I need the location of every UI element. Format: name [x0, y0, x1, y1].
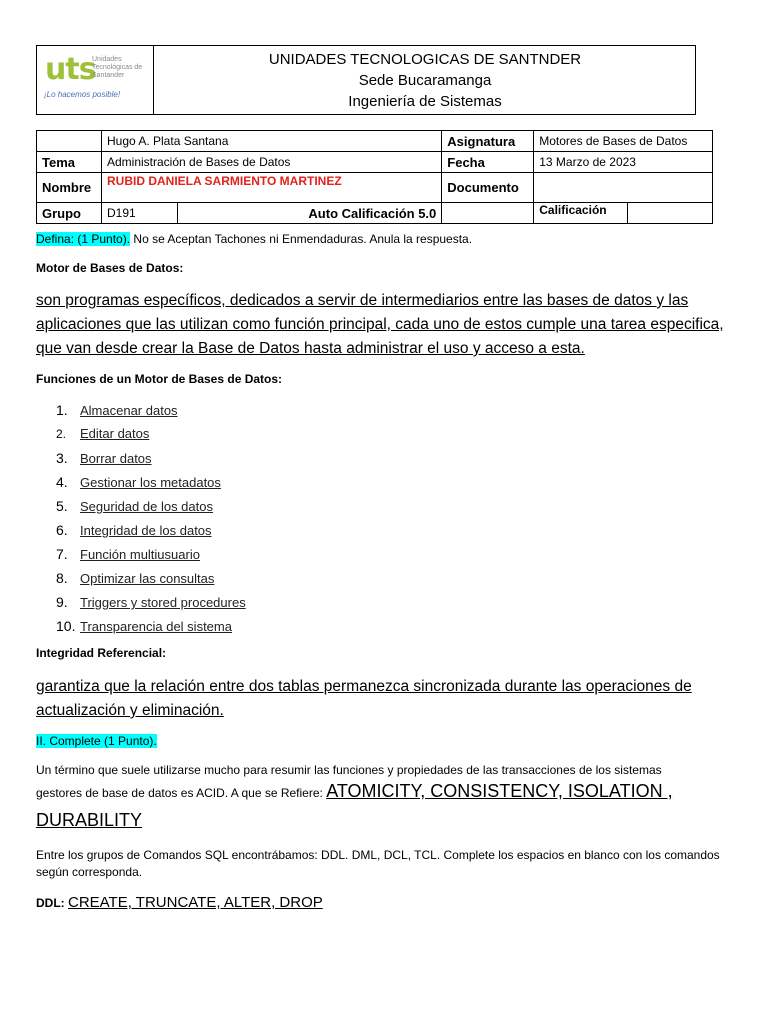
student-name: RUBID DANIELA SARMIENTO MARTINEZ [106, 174, 342, 188]
nombre-label: Nombre [37, 173, 102, 203]
list-item: 3. Borrar datos [56, 450, 152, 466]
asignatura-label: Asignatura [442, 131, 534, 152]
question-funciones: Funciones de un Motor de Bases de Datos: [36, 372, 283, 386]
question-sql-groups: Entre los grupos de Comandos SQL encontrábamos: DDL. DML, DCL, TCL. Complete los espacios en blanco con los comandos según corresponda. [36, 848, 720, 879]
campus-name: Sede Bucaramanga [358, 72, 492, 89]
table-row [37, 173, 713, 203]
list-item: 8. Optimizar las consultas [56, 570, 215, 586]
documento-value [534, 173, 713, 203]
question-integridad: Integridad Referencial: [36, 646, 167, 660]
list-item: 2. Editar datos [56, 426, 150, 441]
document-header [36, 45, 696, 115]
list-item: 1. Almacenar datos [56, 402, 178, 418]
list-item: 6. Integridad de los datos [56, 522, 212, 538]
section1-instruction-text: No se Aceptan Tachones ni Enmendaduras. Anula la respuesta. [130, 232, 473, 246]
table-row [37, 203, 713, 224]
question-acid-line2 [36, 781, 736, 802]
grupo-value: D191 [101, 203, 177, 224]
tema-value: Administración de Bases de Datos [101, 152, 441, 173]
question-acid-line1: Un término que suele utilizarse mucho para resumir las funciones y propiedades de las transacciones de los sistemas [36, 763, 662, 777]
functions-list [56, 398, 246, 638]
institution-logo [37, 46, 154, 114]
calificacion-label: Calificación [534, 203, 628, 224]
info-table [36, 130, 713, 224]
answer-acid-part1: ATOMICITY, CONSISTENCY, ISOLATION , [326, 781, 673, 801]
table-row [37, 131, 713, 152]
section1-instruction [36, 232, 472, 246]
section1-highlight: Defina: (1 Punto). [36, 232, 131, 246]
documento-label: Documento [442, 173, 534, 203]
teacher-name: Hugo A. Plata Santana [101, 131, 441, 152]
calificacion-value [628, 203, 713, 224]
section2-heading [36, 734, 157, 748]
section2-highlight: II. Complete (1 Punto). [36, 734, 157, 748]
program-name: Ingeniería de Sistemas [348, 93, 502, 110]
ddl-answer: CREATE, TRUNCATE, ALTER, DROP [68, 894, 323, 911]
table-row [37, 152, 713, 173]
logo-text: uts [45, 52, 96, 87]
institution-name: UNIDADES TECNOLOGICAS DE SANTNDER [268, 51, 582, 68]
grupo-label: Grupo [37, 203, 102, 224]
ddl-label: DDL: [36, 896, 68, 910]
answer-acid-part2: DURABILITY [36, 810, 143, 830]
logo-subtitle: Unidades Tecnológicas de Santander [92, 56, 143, 79]
list-item: 9. Triggers y stored procedures [56, 594, 246, 610]
answer-motor: son programas específicos, dedicados a servir de intermediarios entre las bases de datos y las aplicaciones que las utilizan como función principal, cada uno de estos cumple una tarea especifica, que van desde crear la Base de Datos hasta administrar el uso y acceso a esta. [36, 292, 724, 357]
question-acid-text: gestores de base de datos es ACID. A que se Refiere: [36, 786, 327, 800]
ddl-line [36, 894, 323, 911]
tema-label: Tema [37, 152, 102, 173]
question-motor: Motor de Bases de Datos: [36, 261, 184, 275]
fecha-value: 13 Marzo de 2023 [534, 152, 713, 173]
header-title-block [153, 49, 697, 112]
fecha-label: Fecha [442, 152, 534, 173]
answer-integridad: garantiza que la relación entre dos tablas permanezca sincronizada durante las operaciones de actualización y eliminación. [36, 678, 692, 719]
list-item: 7. Función multiusuario [56, 546, 200, 562]
logo-slogan: ¡Lo hacemos posible! [44, 90, 121, 99]
list-item: 4. Gestionar los metadatos [56, 474, 221, 490]
asignatura-value: Motores de Bases de Datos [534, 131, 713, 152]
list-item: 10. Transparencia del sistema [56, 618, 232, 634]
list-item: 5. Seguridad de los datos [56, 498, 213, 514]
auto-calificacion: Auto Calificación 5.0 [177, 203, 441, 224]
